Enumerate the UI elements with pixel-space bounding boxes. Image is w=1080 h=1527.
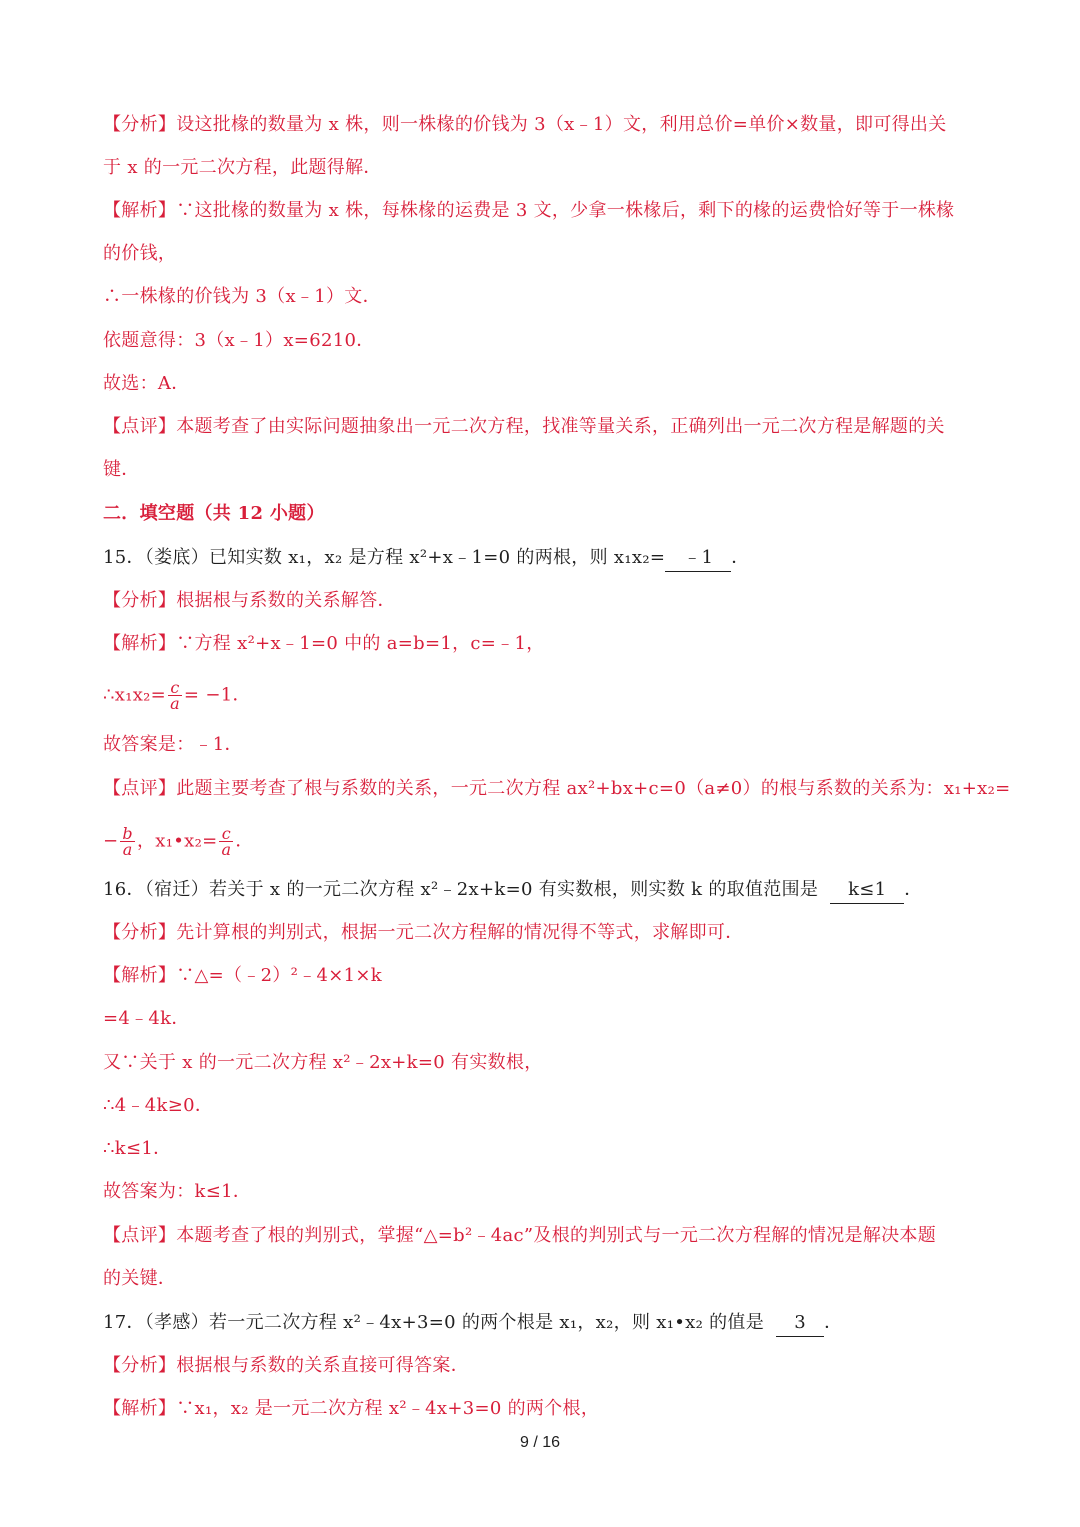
- page-number: 9 / 16: [519, 1434, 561, 1451]
- question-17: [103, 1310, 842, 1337]
- question-17-end: ．: [824, 1312, 843, 1333]
- solution-14-step1: ∴一株椽的价钱为 3（x﹣1）文．: [103, 286, 381, 307]
- fraction-numerator: b: [122, 824, 133, 843]
- question-16-answer-blank: k≤1: [830, 877, 904, 904]
- solution-15-lhs: ∴x₁x₂=: [103, 684, 167, 706]
- fraction-c-over-a: [168, 680, 182, 711]
- fraction-numerator: c: [168, 680, 182, 696]
- comment-15-formula: [103, 826, 254, 857]
- analysis-15: 【分析】根据根与系数的关系解答．: [103, 590, 396, 611]
- formula-end: ．: [235, 830, 254, 852]
- question-16-end: ．: [904, 879, 923, 900]
- solution-14-cont: 的价钱，: [103, 243, 177, 264]
- fraction-numerator: c: [219, 826, 233, 842]
- comment-16-cont: 的关键．: [103, 1268, 177, 1289]
- solution-14-choice: 故选：A．: [103, 373, 190, 394]
- comment-14: 【点评】本题考查了由实际问题抽象出一元二次方程，找准等量关系，正确列出一元二次方程是解题的关: [103, 416, 945, 437]
- comment-14-cont: 键．: [103, 459, 140, 480]
- solution-15-rhs: = −1．: [183, 684, 251, 706]
- analysis-17: 【分析】根据根与系数的关系直接可得答案．: [103, 1355, 469, 1376]
- solution-16-step4: ∴k≤1．: [103, 1138, 172, 1159]
- question-17-answer-blank: 3: [776, 1310, 824, 1337]
- solution-16-step3: ∴4﹣4k≥0．: [103, 1095, 214, 1116]
- question-15: [103, 545, 750, 572]
- answer-16: 故答案为：k≤1．: [103, 1181, 252, 1202]
- analysis-16: 【分析】先计算根的判别式，根据一元二次方程解的情况得不等式，求解即可．: [103, 922, 744, 943]
- solution-14-step2: 依题意得：3（x﹣1）x=6210．: [103, 330, 375, 351]
- solution-15: 【解析】∵方程 x²+x﹣1=0 中的 a=b=1，c=﹣1，: [103, 633, 545, 654]
- question-16-text: 16．（宿迁）若关于 x 的一元二次方程 x²﹣2x+k=0 有实数根，则实数 k 的取值范围是: [103, 879, 819, 900]
- fraction-denominator: a: [122, 840, 133, 859]
- solution-15-step: [103, 680, 251, 711]
- analysis-14-cont: 于 x 的一元二次方程，此题得解．: [103, 157, 382, 178]
- solution-17: 【解析】∵x₁，x₂ 是一元二次方程 x²﹣4x+3=0 的两个根，: [103, 1398, 600, 1419]
- solution-14: 【解析】∵这批椽的数量为 x 株，每株椽的运费是 3 文，少拿一株椽后，剩下的椽的运费恰好等于一株椽: [103, 200, 955, 221]
- answer-15: 故答案是：﹣1．: [103, 734, 243, 755]
- fraction-b-over-a: [120, 826, 135, 857]
- section-heading: 二．填空题（共 12 小题）: [103, 503, 325, 524]
- question-15-text: 15．（娄底）已知实数 x₁，x₂ 是方程 x²+x﹣1=0 的两根，则 x₁x₂=: [103, 547, 666, 568]
- solution-16-step2: 又∵关于 x 的一元二次方程 x²﹣2x+k=0 有实数根，: [103, 1052, 543, 1073]
- product-label: ，x₁•x₂=: [136, 830, 218, 852]
- fraction-denominator: a: [170, 694, 180, 713]
- analysis-14: 【分析】设这批椽的数量为 x 株，则一株椽的价钱为 3（x﹣1）文，利用总价=单价×数量，即可得出关: [103, 114, 947, 135]
- fraction-c-over-a-2: [219, 826, 233, 857]
- solution-16: 【解析】∵△=（﹣2）²﹣4×1×k: [103, 965, 382, 986]
- solution-16-step1: =4﹣4k．: [103, 1008, 190, 1029]
- question-15-end: ．: [731, 547, 750, 568]
- question-16: [103, 877, 923, 904]
- fraction-denominator: a: [221, 840, 232, 859]
- question-17-text: 17．（孝感）若一元二次方程 x²﹣4x+3=0 的两个根是 x₁，x₂，则 x₁•x₂ 的值是: [103, 1312, 765, 1333]
- comment-16: 【点评】本题考查了根的判别式，掌握“△=b²﹣4ac”及根的判别式与一元二次方程解的情况是解决本题: [103, 1225, 937, 1246]
- minus-sign: −: [103, 830, 119, 852]
- question-15-answer-blank: ﹣1: [665, 545, 731, 572]
- comment-15: 【点评】此题主要考查了根与系数的关系，一元二次方程 ax²+bx+c=0（a≠0）的根与系数的关系为：x₁+x₂=: [103, 778, 1011, 799]
